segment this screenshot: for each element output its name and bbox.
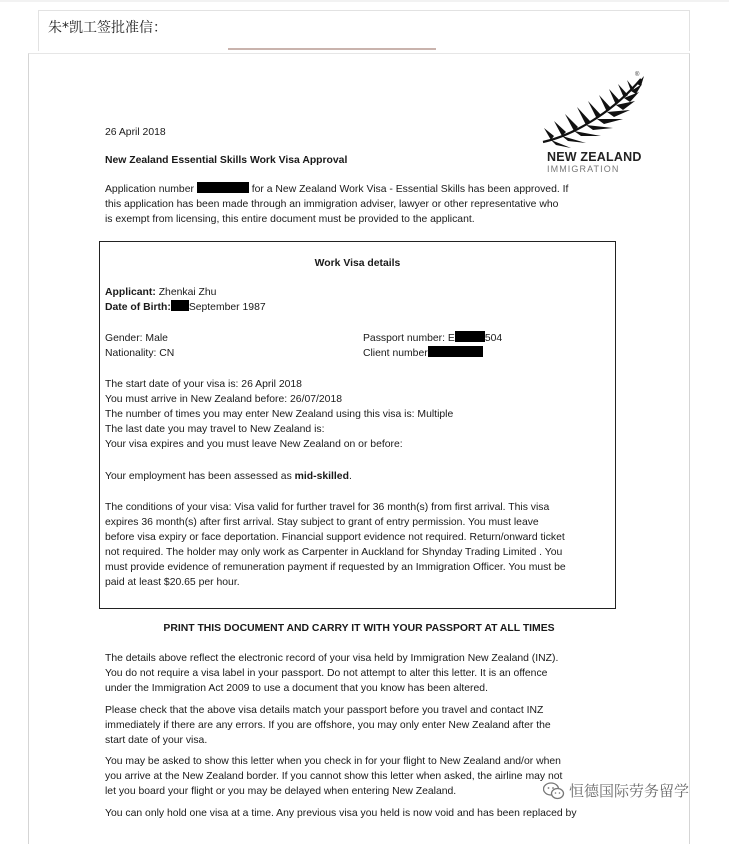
paragraph-line: The details above reflect the electronic record of your visa held by Immigration New Zealand (INZ). [105,653,559,664]
redaction-bar [455,331,485,342]
redaction-bar [428,346,483,357]
letter-date: 26 April 2018 [105,127,166,138]
logo-wordmark: NEW ZEALAND [547,150,642,164]
paragraph-line: start date of your visa. [105,735,208,746]
passport-row: Passport number: E 504 [363,333,503,344]
entries-allowed: The number of times you may enter New Zealand using this visa is: Multiple [105,409,454,420]
intro-line-2: this application has been made through an immigration adviser, lawyer or other representative who [105,199,559,210]
redaction-bar [171,300,189,311]
registered-mark: ® [635,72,640,78]
paragraph-line: let you board your flight or you may be delayed when entering New Zealand. [105,786,457,797]
letter-title: New Zealand Essential Skills Work Visa Approval [105,155,348,166]
accent-rule [228,48,436,50]
logo-subtitle: IMMIGRATION [547,164,620,174]
top-divider [0,0,729,2]
paragraph-line: you arrive at the New Zealand border. If you cannot show this letter when asked, the airline may not [105,771,563,782]
nationality-row: Nationality: CN [105,348,175,359]
redaction-bar [197,182,249,193]
visa-details-box [99,241,616,609]
print-heading: PRINT THIS DOCUMENT AND CARRY IT WITH YOUR PASSPORT AT ALL TIMES [163,623,555,634]
employment-assessment: Your employment has been assessed as mid-skilled. [105,471,352,482]
conditions-line-4: not required. The holder may only work as Carpenter in Auckland for Shynday Trading Limited . You [105,547,563,558]
paragraph-line: under the Immigration Act 2009 to use a document that you know has been altered. [105,683,488,694]
conditions-line-6: paid at least $20.65 per hour. [105,577,240,588]
details-heading: Work Visa details [314,258,401,269]
watermark [543,780,689,801]
client-row: Client number [363,346,483,361]
caption-text: 朱*凯工签批准信： [48,20,167,36]
conditions-line-2: expires 36 month(s) after first arrival. Stay subject to grant of entry permission. You must leave [105,517,539,528]
caption-bar [38,10,690,51]
dob-row: Date of Birth: September 1987 [105,302,266,313]
visa-start-date: The start date of your visa is: 26 April 2018 [105,379,302,390]
paragraph-line: You do not require a visa label in your passport. Do not attempt to alter this letter. It is an offence [105,668,548,679]
watermark-text: 恒德国际劳务留学 [569,782,690,800]
applicant-row: Applicant: Zhenkai Zhu [105,287,217,298]
last-travel-date: The last date you may travel to New Zealand is: [105,424,325,435]
wechat-icon [543,782,565,800]
conditions-line-3: before visa expiry or face deportation. Financial support evidence not required. Return/onward ticket [105,532,565,543]
conditions-line-5: must provide evidence of remuneration payment if requested by an Immigration Officer. You must be [105,562,566,573]
paragraph-line: You may be asked to show this letter when you check in for your flight to New Zealand and/or when [105,756,561,767]
paragraph-line: You can only hold one visa at a time. Any previous visa you held is now void and has been replaced by [105,808,577,819]
gender-row: Gender: Male [105,333,168,344]
approval-letter [28,53,690,844]
visa-expiry: Your visa expires and you must leave New Zealand on or before: [105,439,403,450]
paragraph-line: Please check that the above visa details match your passport before you travel and contact INZ [105,705,544,716]
intro-line-1: Application number for a New Zealand Work Visa - Essential Skills has been approved. If [105,184,569,195]
paragraph-line: immediately if there are any errors. If you are offshore, you may only enter New Zealand after the [105,720,551,731]
intro-line-3: is exempt from licensing, this entire document must be provided to the applicant. [105,214,475,225]
conditions-line-1: The conditions of your visa: Visa valid for further travel for 36 month(s) from first arrival. This visa [105,502,550,513]
arrive-before: You must arrive in New Zealand before: 26/07/2018 [105,394,343,405]
